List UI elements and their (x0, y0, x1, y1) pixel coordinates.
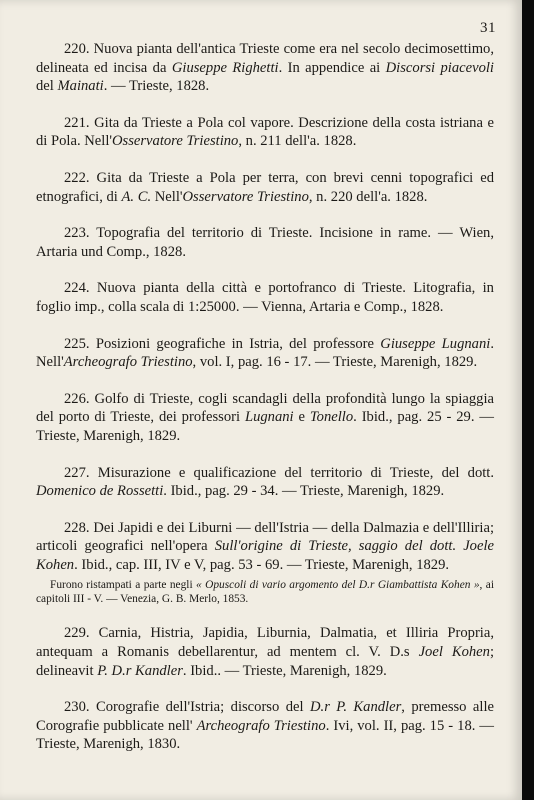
entry-229: 229. Carnia, Histria, Japidia, Liburnia, Dalmatia, et Illiria Propria, antequam a Romanis debellarentur, ad mentem cl. V. D.s Joel Kohen; delineavit P. D.r Kandler. Ibid.. — Trieste, Marenigh, 1829. (36, 625, 494, 679)
entry-230: 230. Corografie dell'Istria; discorso del D.r P. Kandler, premesso alle Corografie pubblicate nell' Archeografo Triestino. Ivi, vol. II, pag. 15 - 18. — Trieste, Marenigh, 1830. (36, 699, 495, 753)
entry-223: 223. Topografia del territorio di Trieste. Incisione in rame. — Wien, Artaria und Comp., 1828. (36, 225, 494, 260)
entry-number: 225. (64, 335, 90, 352)
entry-number: 220. (64, 41, 90, 57)
entry-220: 220. Nuova pianta dell'antica Trieste come era nel secolo decimosettimo, delineata ed incisa da Giuseppe Righetti. In appendice ai Discorsi piacevoli del Mainati. — Trieste, 1828. (36, 41, 494, 95)
entry-number: 229. (64, 625, 90, 642)
entry-222: 222. Gita da Trieste a Pola per terra, con brevi cenni topografici ed etnografici, di A. C. Nell'Osservatore Triestino, n. 220 dell'a. 1828. (36, 169, 494, 205)
entry-221: 221. Gita da Trieste a Pola col vapore. Descrizione della costa istriana e di Pola. Nell'Osservatore Triestino, n. 211 dell'a. 1828. (36, 114, 494, 150)
entry-number: 227. (64, 464, 90, 481)
entry-227: 227. Misurazione e qualificazione del territorio di Trieste, del dott. Domenico de Rossetti. Ibid., pag. 29 - 34. — Trieste, Marenigh, 1829. (36, 464, 494, 500)
entry-225: 225. Posizioni geografiche in Istria, del professore Giuseppe Lugnani. Nell'Archeografo Triestino, vol. I, pag. 16 - 17. — Trieste, Marenigh, 1829. (36, 335, 494, 371)
entry-number: 221. (64, 114, 90, 131)
entry-226: 226. Golfo di Trieste, cogli scandagli della profondità lungo la spiaggia del porto di Trieste, dei professori Lugnani e Tonello. Ibid., pag. 25 - 29. — Trieste, Marenigh, 1829. (36, 390, 494, 444)
entry-228-note: Furono ristampati a parte negli « Opuscoli di vario argomento del D.r Giambattista Kohen », ai capitoli III - V. — Venezia, G. B. Merlo, 1853. (36, 579, 495, 606)
entry-number: 226. (64, 390, 90, 407)
entry-224: 224. Nuova pianta della città e portofranco di Trieste. Litografia, in foglio imp., colla scala di 1:25000. — Vienna, Artaria e Comp., 1828. (36, 280, 494, 315)
entry-number: 222. (64, 169, 90, 186)
bibliography-entries (36, 40, 494, 772)
entry-number: 230. (64, 699, 90, 716)
page-number: 31 (480, 20, 496, 36)
entry-228: 228. Dei Japidi e dei Liburni — dell'Istria — della Dalmazia e dell'Illiria; articoli geografici nell'opera Sull'origine di Trieste, saggio del dott. Joele Kohen. Ibid., cap. III, IV e V, pag. 53 - 69. — Trieste, Marenigh, 1829. (36, 519, 495, 573)
entry-number: 223. (64, 225, 90, 242)
entry-number: 224. (64, 280, 90, 297)
entry-number: 228. (64, 519, 90, 536)
